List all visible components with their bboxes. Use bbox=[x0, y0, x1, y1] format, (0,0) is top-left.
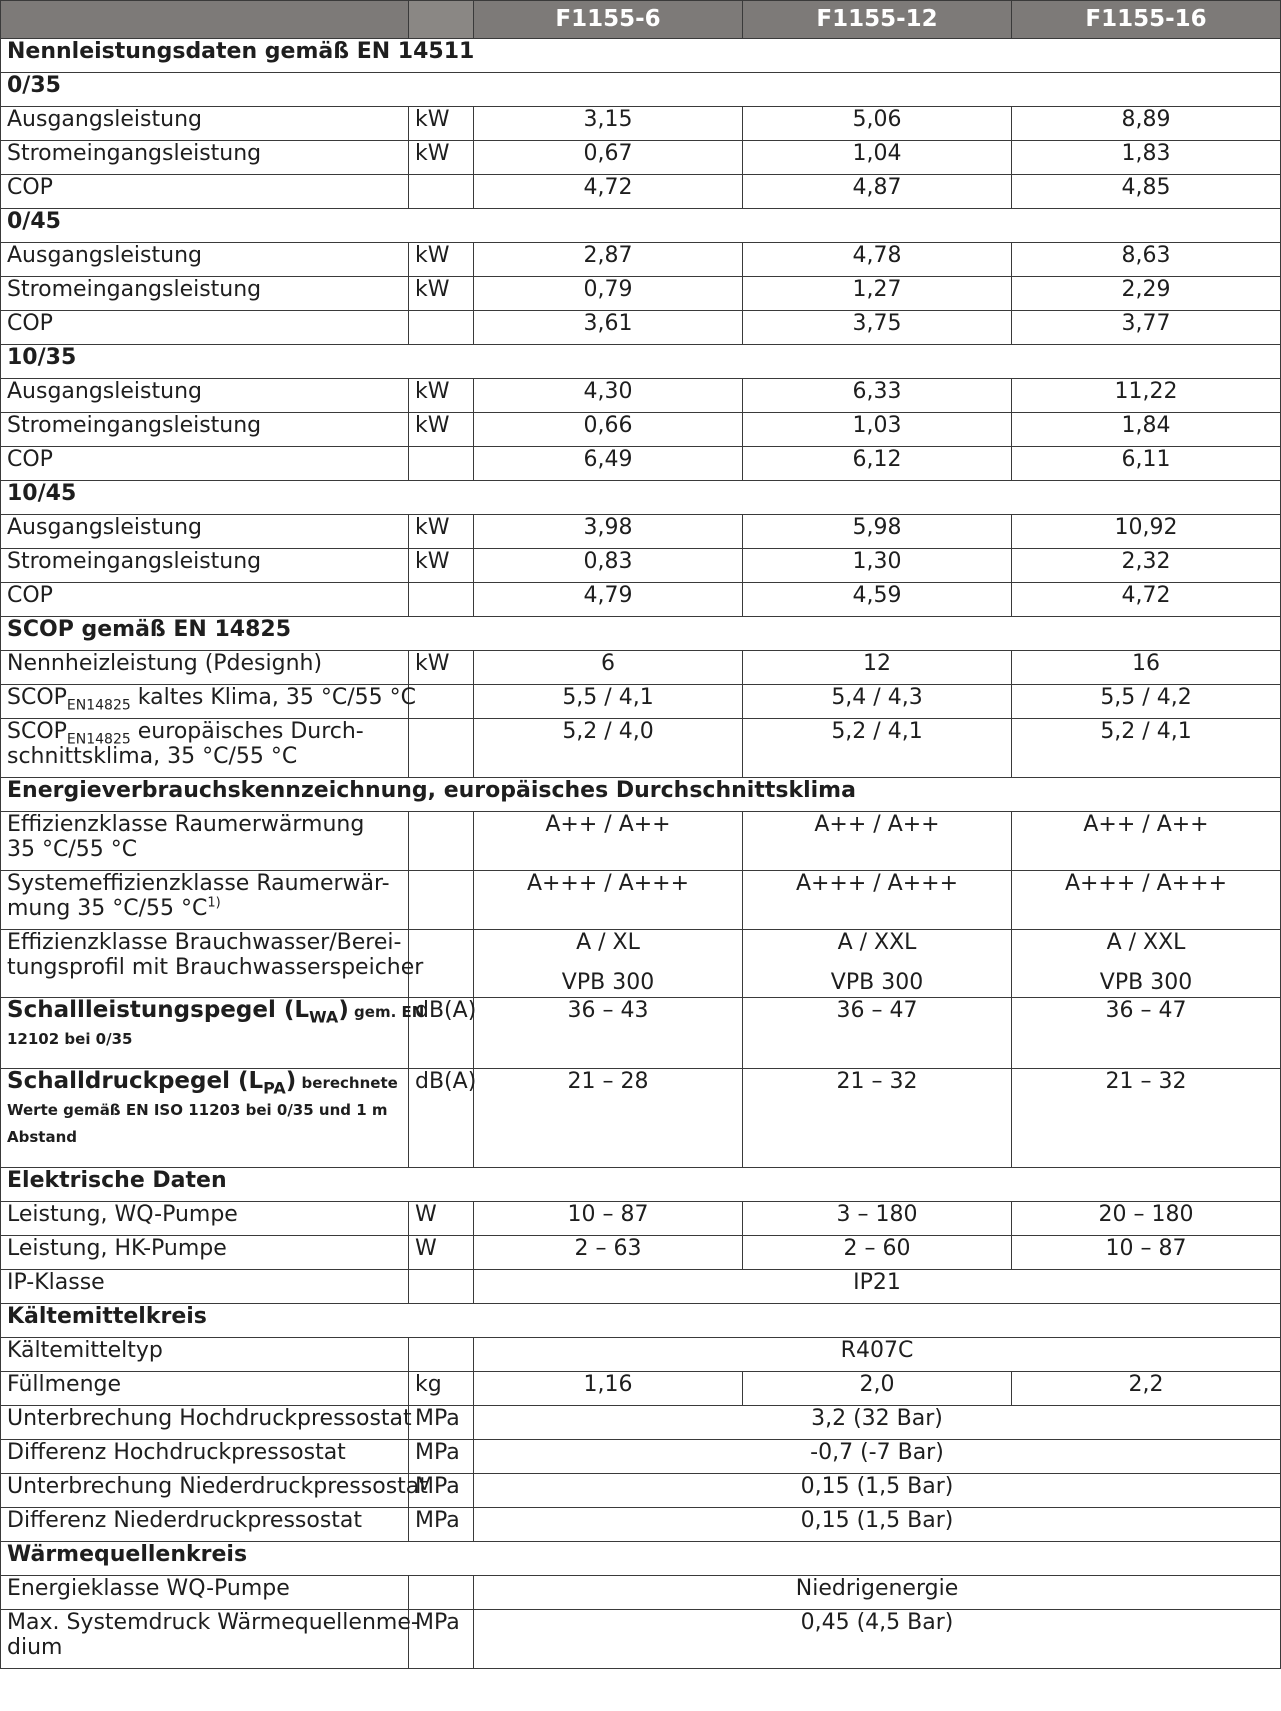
table-row bbox=[1, 311, 1281, 345]
section-title: Nennleistungsdaten gemäß EN 14511 bbox=[1, 39, 1281, 73]
sound-power-line2: 12102 bei 0/35 bbox=[7, 1030, 133, 1048]
row-value: 2,29 bbox=[1012, 277, 1281, 311]
row-label: Kältemitteltyp bbox=[1, 1338, 409, 1372]
row-value: 3 – 180 bbox=[743, 1202, 1012, 1236]
row-value: 12 bbox=[743, 651, 1012, 685]
row-label: COP bbox=[1, 447, 409, 481]
row-unit: kW bbox=[409, 515, 474, 549]
row-value-merged: 0,15 (1,5 Bar) bbox=[474, 1508, 1281, 1542]
scop-cold-suffix: kaltes Klima, 35 °C/55 °C bbox=[130, 685, 416, 710]
table-row bbox=[1, 1270, 1281, 1304]
row-value: 11,22 bbox=[1012, 379, 1281, 413]
row-label: Stromeingangsleistung bbox=[1, 277, 409, 311]
table-row bbox=[1, 1236, 1281, 1270]
table-row bbox=[1, 719, 1281, 778]
table-row bbox=[1, 685, 1281, 719]
row-value: A+++ / A+++ bbox=[1012, 871, 1281, 930]
model-header: F1155-16 bbox=[1012, 1, 1281, 39]
table-row bbox=[1, 141, 1281, 175]
sound-power-rest: gem. EN bbox=[348, 1003, 425, 1021]
row-value: 1,03 bbox=[743, 413, 1012, 447]
label-line1: Systemeffizienzklasse Raumerwär- bbox=[7, 871, 390, 896]
section-title: SCOP gemäß EN 14825 bbox=[1, 617, 1281, 651]
row-unit bbox=[409, 1270, 474, 1304]
dhw-class: A / XXL bbox=[1106, 930, 1186, 955]
row-unit: kW bbox=[409, 141, 474, 175]
row-unit bbox=[409, 583, 474, 617]
row-label: Leistung, HK-Pumpe bbox=[1, 1236, 409, 1270]
table-row bbox=[1, 1372, 1281, 1406]
row-value: 4,79 bbox=[474, 583, 743, 617]
row-value: 2,87 bbox=[474, 243, 743, 277]
row-value-merged: R407C bbox=[474, 1338, 1281, 1372]
row-value: 1,83 bbox=[1012, 141, 1281, 175]
row-label: COP bbox=[1, 583, 409, 617]
row-value: 20 – 180 bbox=[1012, 1202, 1281, 1236]
table-row bbox=[1, 379, 1281, 413]
row-value: 6,11 bbox=[1012, 447, 1281, 481]
row-value: 5,98 bbox=[743, 515, 1012, 549]
row-value: 36 – 43 bbox=[474, 998, 743, 1069]
table-row bbox=[1, 107, 1281, 141]
sound-power-sub: WA bbox=[309, 1007, 339, 1027]
row-label: Füllmenge bbox=[1, 1372, 409, 1406]
footnote-marker: 1) bbox=[207, 895, 221, 911]
row-label: COP bbox=[1, 311, 409, 345]
row-value: 3,77 bbox=[1012, 311, 1281, 345]
row-label bbox=[1, 871, 409, 930]
row-value: 10 – 87 bbox=[1012, 1236, 1281, 1270]
sound-pressure-line3: Abstand bbox=[7, 1128, 77, 1146]
row-label: Ausgangsleistung bbox=[1, 243, 409, 277]
table-row bbox=[1, 998, 1281, 1069]
row-label: Stromeingangsleistung bbox=[1, 413, 409, 447]
sound-pressure-line2: Werte gemäß EN ISO 11203 bei 0/35 und 1 m bbox=[7, 1101, 388, 1119]
row-value: 3,98 bbox=[474, 515, 743, 549]
row-value: 0,83 bbox=[474, 549, 743, 583]
row-value: 4,85 bbox=[1012, 175, 1281, 209]
row-value: 8,63 bbox=[1012, 243, 1281, 277]
row-value: 6,33 bbox=[743, 379, 1012, 413]
row-value: 2 – 63 bbox=[474, 1236, 743, 1270]
row-unit bbox=[409, 447, 474, 481]
row-value: 10,92 bbox=[1012, 515, 1281, 549]
row-value: 4,72 bbox=[474, 175, 743, 209]
row-value: 0,79 bbox=[474, 277, 743, 311]
row-value: 2 – 60 bbox=[743, 1236, 1012, 1270]
row-value-merged: Niedrigenergie bbox=[474, 1576, 1281, 1610]
condition-row bbox=[1, 73, 1281, 107]
table-row bbox=[1, 413, 1281, 447]
row-label: Stromeingangsleistung bbox=[1, 141, 409, 175]
condition-title: 0/35 bbox=[1, 73, 1281, 107]
condition-title: 10/35 bbox=[1, 345, 1281, 379]
row-value: 21 – 28 bbox=[474, 1069, 743, 1168]
table-row bbox=[1, 651, 1281, 685]
row-value: 5,5 / 4,2 bbox=[1012, 685, 1281, 719]
row-value: 4,87 bbox=[743, 175, 1012, 209]
scop-prefix: SCOP bbox=[7, 719, 67, 744]
dhw-class: A / XXL bbox=[837, 930, 917, 955]
table-row bbox=[1, 871, 1281, 930]
row-value-merged: 3,2 (32 Bar) bbox=[474, 1406, 1281, 1440]
row-unit bbox=[409, 1576, 474, 1610]
row-label: Nennheizleistung (Pdesignh) bbox=[1, 651, 409, 685]
row-label: Stromeingangsleistung bbox=[1, 549, 409, 583]
row-unit: MPa bbox=[409, 1440, 474, 1474]
row-label: Ausgangsleistung bbox=[1, 379, 409, 413]
section-row bbox=[1, 1542, 1281, 1576]
row-unit: kW bbox=[409, 379, 474, 413]
row-value: 4,78 bbox=[743, 243, 1012, 277]
row-unit bbox=[409, 812, 474, 871]
section-row bbox=[1, 778, 1281, 812]
label-line1: Effizienzklasse Raumerwärmung bbox=[7, 812, 365, 837]
row-value: 5,2 / 4,0 bbox=[474, 719, 743, 778]
row-value: 5,5 / 4,1 bbox=[474, 685, 743, 719]
dhw-class: A / XL bbox=[576, 930, 640, 955]
row-label bbox=[1, 930, 424, 998]
table-row bbox=[1, 583, 1281, 617]
row-unit bbox=[409, 1338, 474, 1372]
row-unit: dB(A) bbox=[409, 1069, 474, 1168]
row-value: 6,12 bbox=[743, 447, 1012, 481]
label-line2: dium bbox=[7, 1635, 63, 1660]
row-unit: kW bbox=[409, 549, 474, 583]
row-value: 5,4 / 4,3 bbox=[743, 685, 1012, 719]
row-value: 0,67 bbox=[474, 141, 743, 175]
table-row bbox=[1, 930, 1281, 998]
row-label: Energieklasse WQ-Pumpe bbox=[1, 1576, 409, 1610]
scop-subscript: EN14825 bbox=[66, 697, 131, 714]
row-value: 4,59 bbox=[743, 583, 1012, 617]
row-unit: kg bbox=[409, 1372, 474, 1406]
row-label: Differenz Niederdruckpressostat bbox=[1, 1508, 409, 1542]
table-row bbox=[1, 549, 1281, 583]
row-label: COP bbox=[1, 175, 409, 209]
table-row bbox=[1, 1576, 1281, 1610]
table-row bbox=[1, 243, 1281, 277]
table-row bbox=[1, 277, 1281, 311]
row-unit bbox=[409, 871, 474, 930]
model-header: F1155-12 bbox=[743, 1, 1012, 39]
row-value: 2,32 bbox=[1012, 549, 1281, 583]
row-value: 3,15 bbox=[474, 107, 743, 141]
label-line2: 35 °C/55 °C bbox=[7, 837, 138, 862]
tank-model: VPB 300 bbox=[1099, 970, 1193, 995]
row-value bbox=[474, 930, 743, 998]
row-label: Unterbrechung Niederdruckpressostat bbox=[1, 1474, 409, 1508]
row-unit: MPa bbox=[409, 1508, 474, 1542]
section-row bbox=[1, 1304, 1281, 1338]
sound-pressure-main: Schalldruckpegel (L bbox=[7, 1068, 264, 1094]
scop-avg-line2: schnittsklima, 35 °C/55 °C bbox=[7, 744, 298, 769]
row-unit bbox=[409, 175, 474, 209]
row-unit: MPa bbox=[409, 1474, 474, 1508]
row-value: 0,66 bbox=[474, 413, 743, 447]
tank-model: VPB 300 bbox=[830, 970, 924, 995]
row-value: 1,84 bbox=[1012, 413, 1281, 447]
row-value: 1,16 bbox=[474, 1372, 743, 1406]
section-title: Energieverbrauchskennzeichnung, europäisches Durchschnittsklima bbox=[1, 778, 1281, 812]
row-value: 36 – 47 bbox=[1012, 998, 1281, 1069]
row-value: A+++ / A+++ bbox=[743, 871, 1012, 930]
row-unit: W bbox=[409, 1236, 474, 1270]
header-unit-cell bbox=[409, 1, 474, 39]
row-label bbox=[1, 1069, 409, 1168]
header-label-cell bbox=[1, 1, 409, 39]
tank-model: VPB 300 bbox=[561, 970, 655, 995]
row-unit: W bbox=[409, 1202, 474, 1236]
section-row bbox=[1, 617, 1281, 651]
table-row bbox=[1, 1338, 1281, 1372]
row-value: 1,27 bbox=[743, 277, 1012, 311]
table-row bbox=[1, 1610, 1281, 1669]
row-label bbox=[1, 719, 409, 778]
table-row bbox=[1, 1202, 1281, 1236]
row-label: Ausgangsleistung bbox=[1, 107, 409, 141]
section-title: Kältemittelkreis bbox=[1, 1304, 1281, 1338]
condition-title: 10/45 bbox=[1, 481, 1281, 515]
label-line2: mung 35 °C/55 °C bbox=[7, 896, 208, 921]
row-value: 3,75 bbox=[743, 311, 1012, 345]
sound-power-close: ) bbox=[338, 997, 349, 1023]
row-label: IP-Klasse bbox=[1, 1270, 409, 1304]
sound-pressure-sub: PA bbox=[263, 1078, 286, 1098]
scop-subscript: EN14825 bbox=[66, 731, 131, 748]
header-row bbox=[1, 1, 1281, 39]
row-unit: kW bbox=[409, 651, 474, 685]
row-value: 4,72 bbox=[1012, 583, 1281, 617]
row-unit: MPa bbox=[409, 1610, 474, 1669]
table-row bbox=[1, 1406, 1281, 1440]
row-value: 6 bbox=[474, 651, 743, 685]
table-row bbox=[1, 1508, 1281, 1542]
row-value-merged: IP21 bbox=[474, 1270, 1281, 1304]
condition-row bbox=[1, 345, 1281, 379]
table-row bbox=[1, 515, 1281, 549]
section-row bbox=[1, 39, 1281, 73]
section-title: Elektrische Daten bbox=[1, 1168, 1281, 1202]
row-value: 1,04 bbox=[743, 141, 1012, 175]
row-value-merged: 0,45 (4,5 Bar) bbox=[474, 1610, 1281, 1669]
row-unit: kW bbox=[409, 243, 474, 277]
row-value: A++ / A++ bbox=[474, 812, 743, 871]
table-row bbox=[1, 1474, 1281, 1508]
row-unit: kW bbox=[409, 413, 474, 447]
row-label bbox=[1, 1610, 419, 1669]
label-line2: tungsprofil mit Brauchwasserspeicher bbox=[7, 955, 424, 980]
condition-title: 0/45 bbox=[1, 209, 1281, 243]
row-value: 36 – 47 bbox=[743, 998, 1012, 1069]
table-row bbox=[1, 175, 1281, 209]
row-value-merged: -0,7 (-7 Bar) bbox=[474, 1440, 1281, 1474]
label-line1: Effizienzklasse Brauchwasser/Berei- bbox=[7, 930, 402, 955]
row-unit: dB(A) bbox=[409, 998, 474, 1069]
row-label: Unterbrechung Hochdruckpressostat bbox=[1, 1406, 409, 1440]
row-unit: MPa bbox=[409, 1406, 474, 1440]
row-value-merged: 0,15 (1,5 Bar) bbox=[474, 1474, 1281, 1508]
row-label bbox=[1, 812, 409, 871]
scop-avg-suffix: europäisches Durch- bbox=[130, 719, 364, 744]
label-line1: Max. Systemdruck Wärmequellenme- bbox=[7, 1610, 419, 1635]
row-label bbox=[1, 685, 416, 719]
row-value: 1,30 bbox=[743, 549, 1012, 583]
row-label: Leistung, WQ-Pumpe bbox=[1, 1202, 409, 1236]
row-value: 5,06 bbox=[743, 107, 1012, 141]
row-value: 16 bbox=[1012, 651, 1281, 685]
condition-row bbox=[1, 209, 1281, 243]
row-value: 21 – 32 bbox=[1012, 1069, 1281, 1168]
table-row bbox=[1, 812, 1281, 871]
row-value: 2,2 bbox=[1012, 1372, 1281, 1406]
row-label bbox=[1, 997, 425, 1069]
row-value: 5,2 / 4,1 bbox=[1012, 719, 1281, 778]
row-unit bbox=[409, 685, 474, 719]
row-value: 3,61 bbox=[474, 311, 743, 345]
section-row bbox=[1, 1168, 1281, 1202]
row-unit: kW bbox=[409, 277, 474, 311]
sound-pressure-rest: berechnete bbox=[296, 1074, 398, 1092]
row-label: Ausgangsleistung bbox=[1, 515, 409, 549]
row-value bbox=[1012, 930, 1281, 998]
row-unit: kW bbox=[409, 107, 474, 141]
row-value: 4,30 bbox=[474, 379, 743, 413]
row-value: A+++ / A+++ bbox=[474, 871, 743, 930]
sound-power-main: Schallleistungspegel (L bbox=[7, 997, 309, 1023]
section-title: Wärmequellenkreis bbox=[1, 1542, 1281, 1576]
row-value: 10 – 87 bbox=[474, 1202, 743, 1236]
row-unit bbox=[409, 719, 474, 778]
table-row bbox=[1, 1069, 1281, 1168]
row-unit bbox=[409, 311, 474, 345]
table-row bbox=[1, 1440, 1281, 1474]
row-value: 8,89 bbox=[1012, 107, 1281, 141]
row-value: A++ / A++ bbox=[1012, 812, 1281, 871]
row-value: 5,2 / 4,1 bbox=[743, 719, 1012, 778]
condition-row bbox=[1, 481, 1281, 515]
table-row bbox=[1, 447, 1281, 481]
row-value: 21 – 32 bbox=[743, 1069, 1012, 1168]
row-value: A++ / A++ bbox=[743, 812, 1012, 871]
row-value: 6,49 bbox=[474, 447, 743, 481]
model-header: F1155-6 bbox=[474, 1, 743, 39]
row-value bbox=[743, 930, 1012, 998]
sound-pressure-close: ) bbox=[285, 1068, 297, 1094]
scop-prefix: SCOP bbox=[7, 685, 67, 710]
row-label: Differenz Hochdruckpressostat bbox=[1, 1440, 409, 1474]
row-value: 2,0 bbox=[743, 1372, 1012, 1406]
